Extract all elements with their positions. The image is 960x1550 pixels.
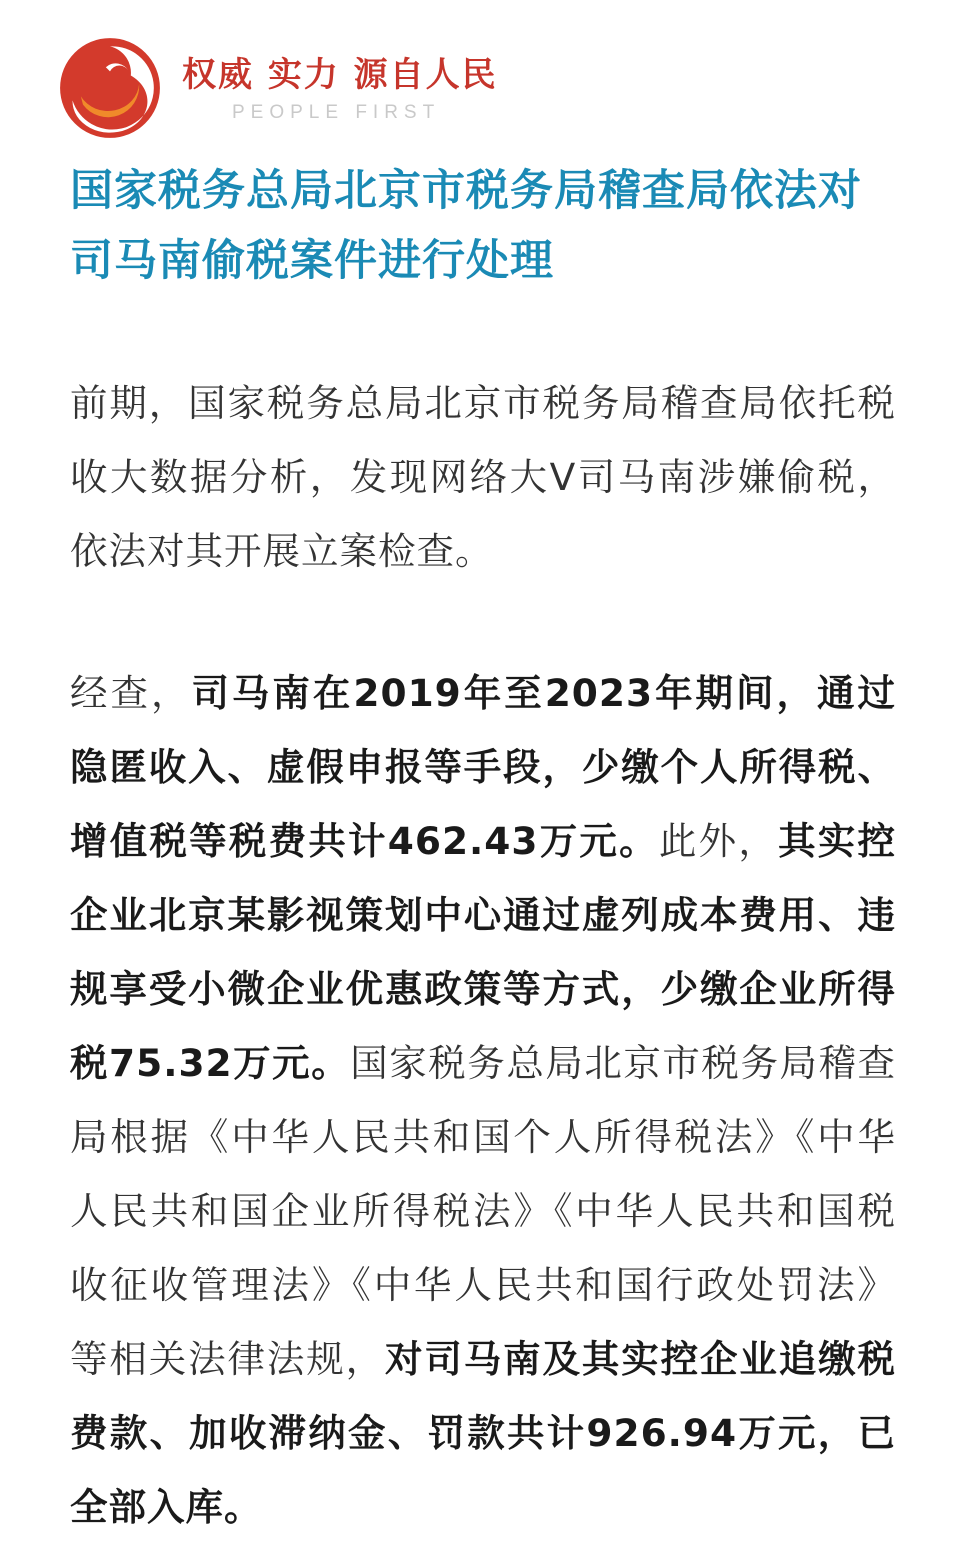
text-span: 国家税务总局北京市税务局稽查局根据《中华人民共和国个人所得税法》《中华人民共和国企业所得税法》《中华人民共和国税收征收管理法》《中华人民共和国行政处罚法》等相关法律法规，: [70, 1041, 897, 1381]
brand-slogan: 权威 实力 源自人民: [182, 54, 498, 95]
paragraph-findings: [70, 656, 896, 1544]
text-span: 此外，: [658, 819, 779, 863]
paragraph-intro: 前期，国家税务总局北京市税务局稽查局依托税收大数据分析，发现网络大V司马南涉嫌偷税，依法对其开展立案检查。: [70, 381, 896, 573]
brand-slogan-en: PEOPLE FIRST: [232, 101, 441, 123]
bold-text-span: 对司马南及其实控企业追缴税费款、加收滞纳金、罚款共计926.94万元，已全部入库。: [70, 1337, 896, 1529]
article-title: 国家税务总局北京市税务局稽查局依法对司马南偷税案件进行处理: [70, 166, 862, 286]
brand-header: [58, 36, 498, 140]
red-swirl-logo-icon: [58, 36, 162, 140]
text-span: 经查，: [70, 671, 192, 715]
article-body: [70, 366, 896, 1544]
bold-text-span: 其实控企业北京某影视策划中心通过虚列成本费用、违规享受小微企业优惠政策等方式，少缴企业所得税75.32万元。: [70, 819, 897, 1085]
bold-text-span: 司马南在2019年至2023年期间，通过隐匿收入、虚假申报等手段，少缴个人所得税、增值税等税费共计462.43万元。: [70, 671, 896, 863]
